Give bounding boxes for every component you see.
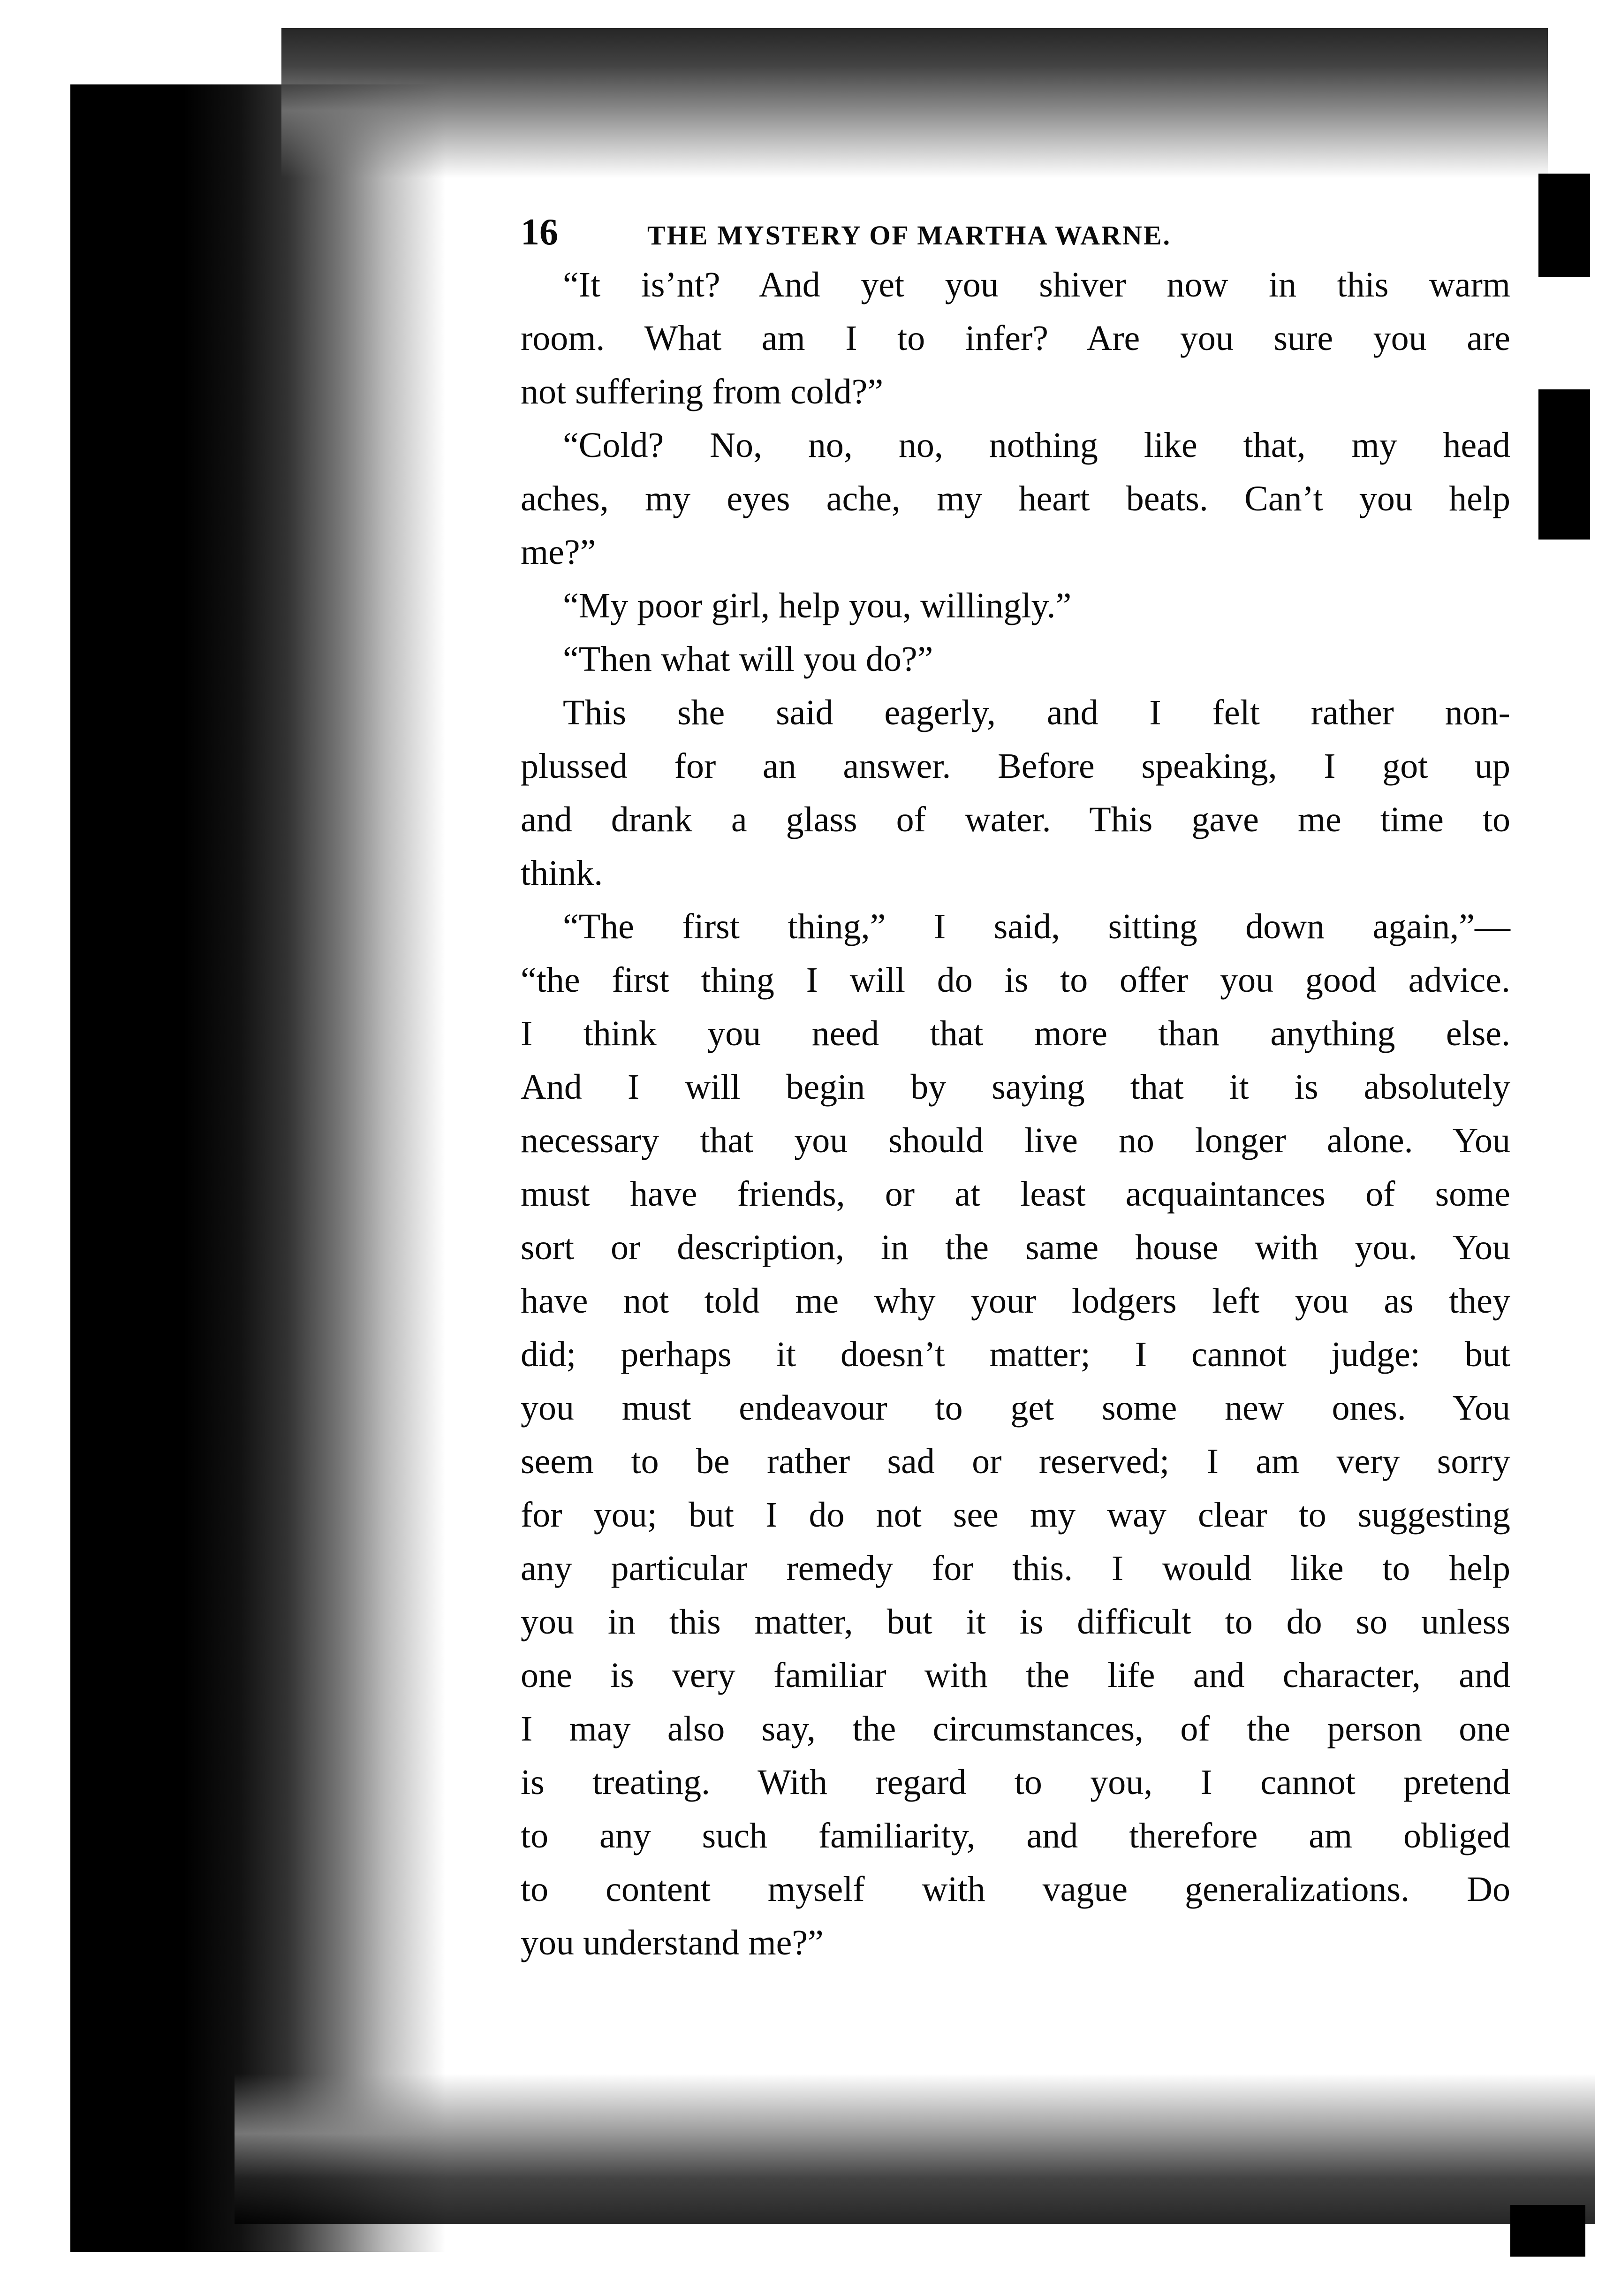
text-line: room. What am I to infer? Are you sure you are [521, 319, 1510, 358]
text-line: This she said eagerly, and I felt rather non- [563, 693, 1510, 732]
text-line: I think you need that more than anything else. [521, 1014, 1510, 1053]
text-area [521, 211, 1510, 1969]
text-line: have not told me why your lodgers left you as they [521, 1281, 1510, 1321]
running-title: THE MYSTERY OF MARTHA WARNE. [647, 220, 1172, 251]
text-line: “Cold? No, no, no, nothing like that, my head [563, 426, 1510, 465]
text-line: sort or description, in the same house with you. You [521, 1228, 1510, 1267]
edge-mark-top [1538, 174, 1590, 277]
text-line: you must endeavour to get some new ones. You [521, 1388, 1510, 1428]
text-line: for you; but I do not see my way clear to suggesting [521, 1495, 1510, 1535]
edge-mark-middle [1538, 389, 1590, 540]
text-line: “My poor girl, help you, willingly.” [563, 586, 1072, 625]
text-line: any particular remedy for this. I would like to help [521, 1549, 1510, 1588]
text-line: to any such familiarity, and therefore am obliged [521, 1816, 1510, 1855]
binding-shadow [70, 84, 446, 2252]
edge-mark-bottom [1510, 2205, 1585, 2257]
text-line: And I will begin by saying that it is absolutely [521, 1067, 1510, 1107]
text-line: “Then what will you do?” [563, 639, 933, 679]
text-line: necessary that you should live no longer alone. You [521, 1121, 1510, 1160]
top-scan-noise [281, 28, 1548, 178]
text-line: “the first thing I will do is to offer you good advice. [521, 960, 1510, 1000]
text-line: think. [521, 853, 603, 893]
text-line: one is very familiar with the life and character, and [521, 1656, 1510, 1695]
bottom-scan-noise [235, 2074, 1595, 2224]
text-line: must have friends, or at least acquaintances of some [521, 1174, 1510, 1214]
text-line: seem to be rather sad or reserved; I am very sorry [521, 1442, 1510, 1481]
text-line: you in this matter, but it is difficult to do so unless [521, 1602, 1510, 1642]
page-header [521, 211, 1510, 258]
body-text [521, 258, 1510, 1969]
text-line: you understand me?” [521, 1923, 824, 1962]
text-line: I may also say, the circumstances, of the person one [521, 1709, 1510, 1749]
text-line: me?” [521, 532, 596, 572]
text-line: and drank a glass of water. This gave me time to [521, 800, 1510, 839]
text-line: not suffering from cold?” [521, 372, 884, 411]
text-line: “It is’nt? And yet you shiver now in this warm [563, 265, 1510, 304]
text-line: “The first thing,” I said, sitting down again,”— [563, 907, 1510, 946]
page-number: 16 [521, 212, 558, 253]
text-line: plussed for an answer. Before speaking, I got up [521, 746, 1510, 786]
text-line: did; perhaps it doesn’t matter; I cannot judge: but [521, 1335, 1510, 1374]
text-line: aches, my eyes ache, my heart beats. Can’t you help [521, 479, 1510, 518]
text-line: to content myself with vague generalizations. Do [521, 1870, 1510, 1909]
text-line: is treating. With regard to you, I cannot pretend [521, 1763, 1510, 1802]
